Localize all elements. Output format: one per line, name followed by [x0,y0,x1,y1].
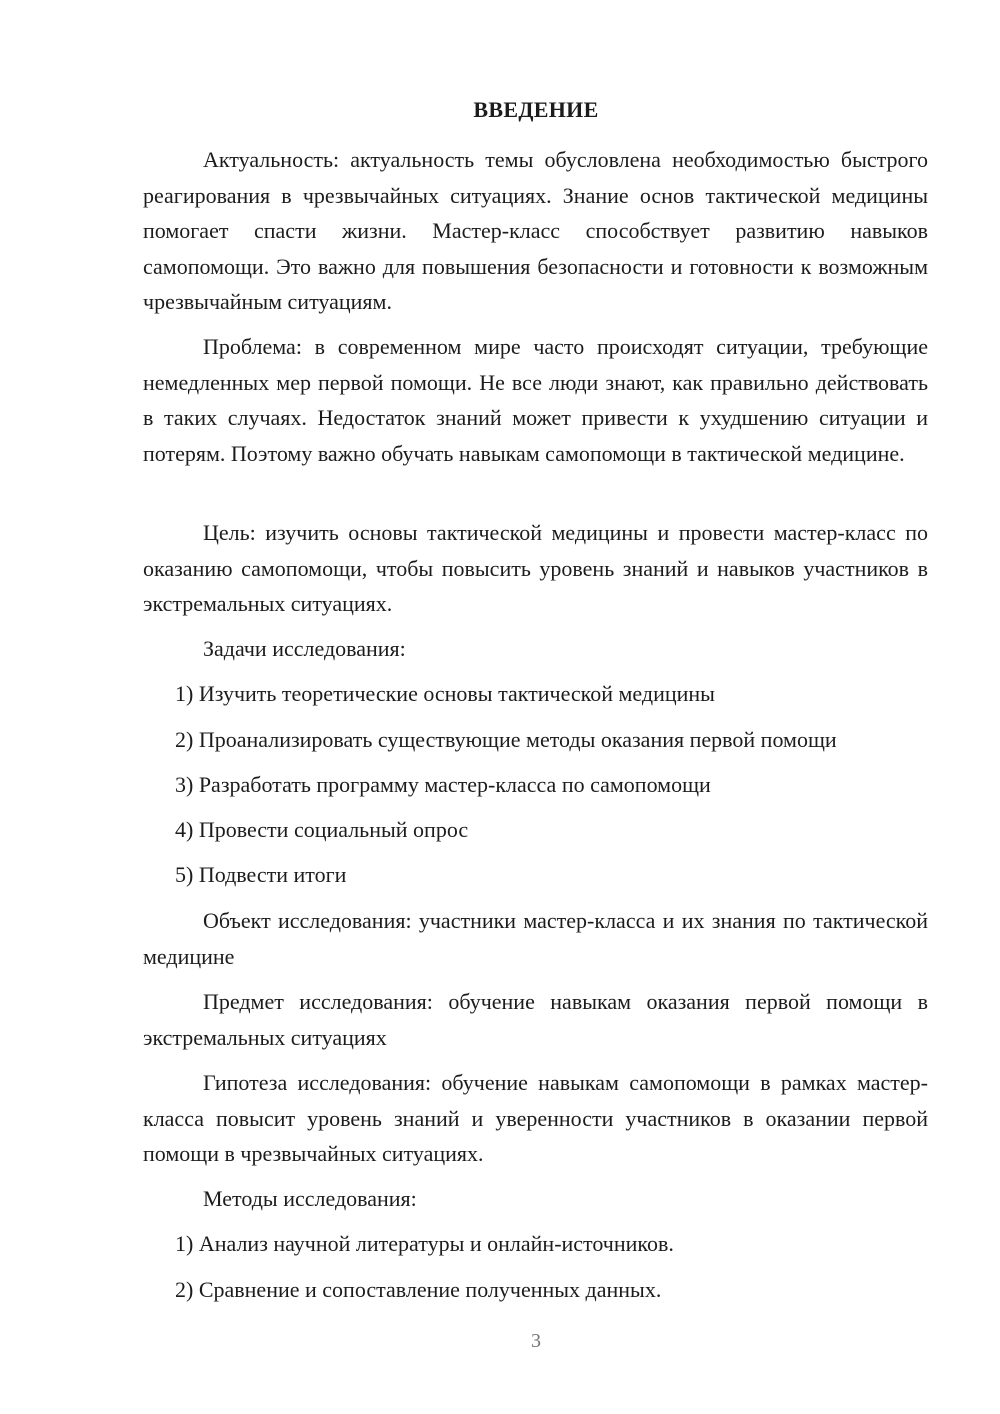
tasks-heading: Задачи исследования: [203,636,406,661]
paragraph-hypothesis: Гипотеза исследования: обучение навыкам самопомощи в рамках мастер-класса повысит уровень знаний и уверенности участников в оказании первой помощи в чрезвычайных ситуациях. [143,1070,928,1166]
method-item-1: 1) Анализ научной литературы и онлайн-источников. [175,1231,674,1256]
paragraph-goal: Цель: изучить основы тактической медицины и провести мастер-класс по оказанию самопомощи, чтобы повысить уровень знаний и навыков участников в экстремальных ситуациях. [143,520,928,616]
methods-heading: Методы исследования: [203,1186,417,1211]
task-item-1: 1) Изучить теоретические основы тактической медицины [175,681,715,706]
task-item-3: 3) Разработать программу мастер-класса по самопомощи [175,772,711,797]
paragraph-problem: Проблема: в современном мире часто происходят ситуации, требующие немедленных мер первой помощи. Не все люди знают, как правильно действовать в таких случаях. Недостаток знаний может привести к ухудшению ситуации и потерям. Поэтому важно обучать навыкам самопомощи в тактической медицине. [143,334,928,466]
task-item-4: 4) Провести социальный опрос [175,817,469,842]
task-item-2: 2) Проанализировать существующие методы оказания первой помощи [175,727,837,752]
page-number: 3 [531,1330,541,1352]
paragraph-subject: Предмет исследования: обучение навыкам оказания первой помощи в экстремальных ситуациях [143,989,928,1050]
page-title: ВВЕДЕНИЕ [473,97,599,122]
method-item-2: 2) Сравнение и сопоставление полученных данных. [175,1277,662,1302]
task-item-5: 5) Подвести итоги [175,862,347,887]
paragraph-object: Объект исследования: участники мастер-класса и их знания по тактической медицине [143,908,928,969]
paragraph-relevance: Актуальность: актуальность темы обусловлена необходимостью быстрого реагирования в чрезвычайных ситуациях. Знание основ тактической медицины помогает спасти жизни. Мастер-класс способствует развитию навыков самопомощи. Это важно для повышения безопасности и готовности к возможным чрезвычайным ситуациям. [143,147,928,314]
